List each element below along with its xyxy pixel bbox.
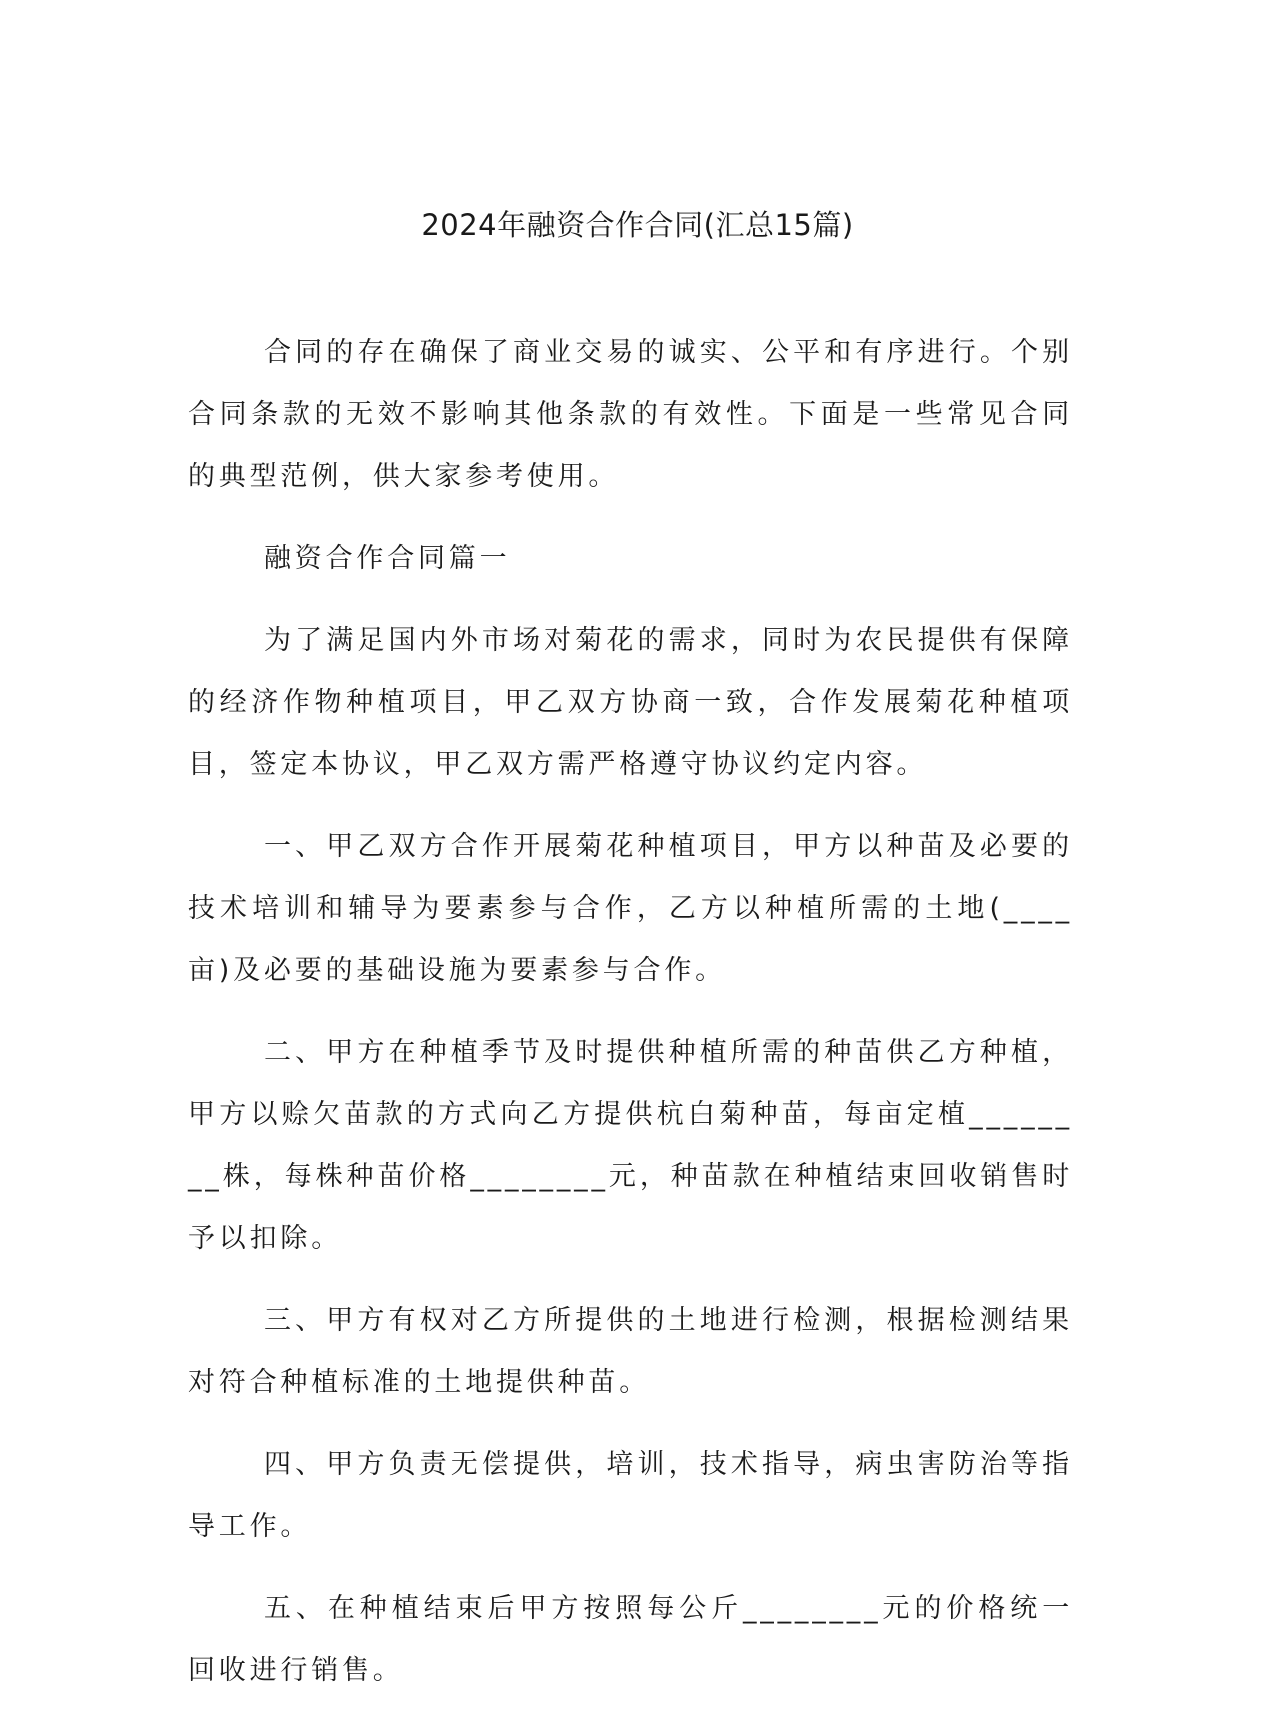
section-heading: 融资合作合同篇一: [264, 543, 511, 574]
clause-5: 五、在种植结束后甲方按照每公斤________元的价格统一回收进行销售。: [188, 1593, 1073, 1686]
intro-paragraph: 合同的存在确保了商业交易的诚实、公平和有序进行。个别合同条款的无效不影响其他条款的有效性。下面是一些常见合同的典型范例，供大家参考使用。: [188, 337, 1073, 492]
clause-4: 四、甲方负责无偿提供，培训，技术指导，病虫害防治等指导工作。: [188, 1449, 1073, 1542]
clause-1: 一、甲乙双方合作开展菊花种植项目，甲方以种苗及必要的技术培训和辅导为要素参与合作，乙方以种植所需的土地(____亩)及必要的基础设施为要素参与合作。: [188, 831, 1073, 986]
document-title: 2024年融资合作合同(汇总15篇): [421, 208, 854, 242]
preamble-paragraph: 为了满足国内外市场对菊花的需求，同时为农民提供有保障的经济作物种植项目，甲乙双方协商一致，合作发展菊花种植项目，签定本协议，甲乙双方需严格遵守协议约定内容。: [188, 625, 1073, 780]
clause-2: 二、甲方在种植季节及时提供种植所需的种苗供乙方种植，甲方以赊欠苗款的方式向乙方提供杭白菊种苗，每亩定植________株，每株种苗价格________元，种苗款在种植结束回收销售时予以扣除。: [188, 1037, 1073, 1254]
clause-3: 三、甲方有权对乙方所提供的土地进行检测，根据检测结果对符合种植标准的土地提供种苗。: [188, 1305, 1073, 1398]
document-body: [188, 322, 1073, 1722]
